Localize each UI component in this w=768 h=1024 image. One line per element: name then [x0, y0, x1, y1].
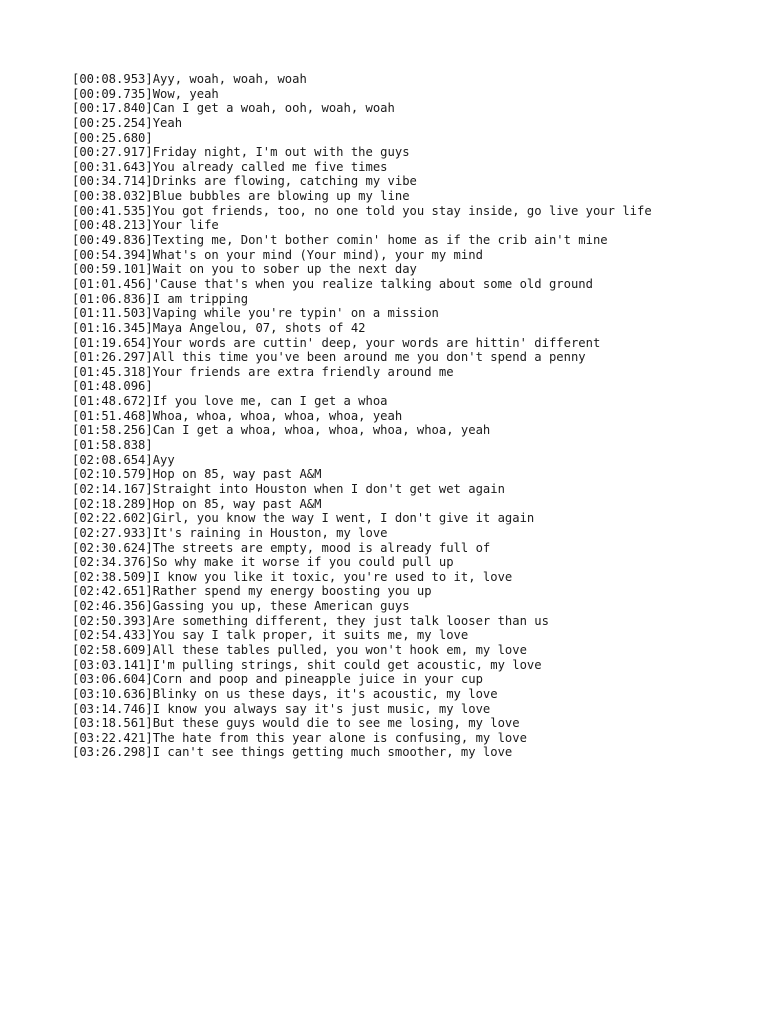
- lyric-text: Ayy, woah, woah, woah: [152, 72, 307, 86]
- lyric-line: [72, 541, 752, 556]
- lyric-line: [72, 526, 752, 541]
- timestamp: [01:11.503]: [72, 306, 153, 321]
- lyric-text: The streets are empty, mood is already full of: [152, 540, 491, 555]
- timestamp: [01:58.256]: [72, 423, 153, 438]
- lyric-line: [72, 394, 752, 409]
- lyric-text: If you love me, can I get a whoa: [152, 394, 388, 409]
- timestamp: [02:18.289]: [72, 496, 153, 511]
- lyric-line: [72, 643, 752, 658]
- timestamp: [02:27.933]: [72, 525, 153, 540]
- timestamp: [03:18.561]: [72, 716, 153, 731]
- lyric-line: [72, 336, 752, 351]
- lyric-text: Blinky on us these days, it's acoustic, my love: [152, 686, 498, 701]
- lyric-text: I can't see things getting much smoother, my love: [152, 745, 513, 760]
- lyric-line: [72, 599, 752, 614]
- lyric-line: [72, 555, 752, 570]
- lyric-text: You say I talk proper, it suits me, my love: [152, 628, 469, 643]
- timestamp: [02:22.602]: [72, 511, 153, 526]
- lyric-line: [72, 584, 752, 599]
- timestamp: [00:17.840]: [72, 101, 153, 116]
- timestamp: [00:31.643]: [72, 159, 153, 174]
- timestamp: [00:25.680]: [72, 130, 153, 145]
- lyric-line: [72, 497, 752, 512]
- lyric-line: [72, 614, 752, 629]
- lyric-line: [72, 306, 752, 321]
- lyric-text: I'm pulling strings, shit could get acoustic, my love: [152, 657, 542, 672]
- lyric-line: [72, 72, 752, 87]
- lyric-text: It's raining in Houston, my love: [152, 525, 388, 540]
- lyric-line: [72, 116, 752, 131]
- timestamp: [02:30.624]: [72, 540, 153, 555]
- lyric-line: [72, 131, 752, 146]
- timestamp: [03:06.604]: [72, 672, 153, 687]
- timestamp: [02:54.433]: [72, 628, 153, 643]
- lyric-text: Gassing you up, these American guys: [152, 599, 410, 614]
- lyric-line: [72, 292, 752, 307]
- timestamp: [00:08.953]: [72, 72, 153, 86]
- lyric-line: [72, 716, 752, 731]
- timestamp: [02:08.654]: [72, 452, 153, 467]
- timestamp: [03:10.636]: [72, 686, 153, 701]
- lyric-line: [72, 262, 752, 277]
- lyric-text: Corn and poop and pineapple juice in your cup: [152, 672, 483, 687]
- lyric-text: Yeah: [152, 115, 183, 130]
- timestamp: [01:58.838]: [72, 438, 153, 453]
- lyric-text: I know you always say it's just music, my love: [152, 701, 491, 716]
- lyric-text: Maya Angelou, 07, shots of 42: [152, 320, 366, 335]
- lyric-line: [72, 467, 752, 482]
- timestamp: [00:48.213]: [72, 218, 153, 233]
- timestamp: [00:09.735]: [72, 86, 153, 101]
- lyric-line: [72, 482, 752, 497]
- lyric-text: What's on your mind (Your mind), your my mind: [152, 247, 483, 262]
- lyric-text: All this time you've been around me you don't spend a penny: [152, 350, 586, 365]
- lyric-line: [72, 687, 752, 702]
- timestamp: [01:19.654]: [72, 335, 153, 350]
- lyric-line: [72, 101, 752, 116]
- lyric-line: [72, 174, 752, 189]
- lyric-line: [72, 204, 752, 219]
- timestamp: [00:27.917]: [72, 145, 153, 160]
- lyric-line: [72, 189, 752, 204]
- lyric-line: [72, 511, 752, 526]
- timestamp: [03:26.298]: [72, 745, 153, 760]
- timestamp: [01:45.318]: [72, 364, 153, 379]
- lyric-text: Wow, yeah: [152, 86, 219, 101]
- lyric-text: Can I get a whoa, whoa, whoa, whoa, whoa, yeah: [152, 423, 491, 438]
- timestamp: [01:16.345]: [72, 320, 153, 335]
- lyric-line: [72, 145, 752, 160]
- lyric-text: Blue bubbles are blowing up my line: [152, 189, 410, 204]
- lyric-text: Can I get a woah, ooh, woah, woah: [152, 101, 395, 116]
- lyric-text: Ayy: [152, 452, 175, 467]
- lyric-text: Your friends are extra friendly around me: [152, 364, 454, 379]
- lyric-line: [72, 409, 752, 424]
- lyric-text: Are something different, they just talk looser than us: [152, 613, 549, 628]
- timestamp: [00:54.394]: [72, 247, 153, 262]
- timestamp: [00:59.101]: [72, 262, 153, 277]
- timestamp: [01:26.297]: [72, 350, 153, 365]
- lyric-text: Girl, you know the way I went, I don't give it again: [152, 511, 535, 526]
- lyric-line: [72, 672, 752, 687]
- lyric-text: Rather spend my energy boosting you up: [152, 584, 432, 599]
- lyric-text: Whoa, whoa, whoa, whoa, whoa, yeah: [152, 408, 403, 423]
- lyric-line: [72, 365, 752, 380]
- timestamp: [01:06.836]: [72, 291, 153, 306]
- lyric-text: Friday night, I'm out with the guys: [152, 145, 410, 160]
- timestamp: [00:34.714]: [72, 174, 153, 189]
- timestamp: [03:22.421]: [72, 730, 153, 745]
- lyric-line: [72, 438, 752, 453]
- timestamp: [01:01.456]: [72, 276, 153, 291]
- lyric-text: Vaping while you're typin' on a mission: [152, 306, 439, 321]
- lyric-line: [72, 350, 752, 365]
- lyric-text: I am tripping: [152, 291, 249, 306]
- lyric-line: [72, 218, 752, 233]
- lyric-text: The hate from this year alone is confusing, my love: [152, 730, 527, 745]
- timestamp: [02:10.579]: [72, 467, 153, 482]
- lyrics-document: [72, 72, 752, 760]
- lyric-text: You already called me five times: [152, 159, 388, 174]
- lyric-line: [72, 702, 752, 717]
- lyric-line: [72, 87, 752, 102]
- lyric-text: Drinks are flowing, catching my vibe: [152, 174, 417, 189]
- timestamp: [01:48.096]: [72, 379, 153, 394]
- timestamp: [00:25.254]: [72, 115, 153, 130]
- lyric-text: Straight into Houston when I don't get wet again: [152, 481, 505, 496]
- timestamp: [01:48.672]: [72, 394, 153, 409]
- timestamp: [02:34.376]: [72, 555, 153, 570]
- lyric-line: [72, 233, 752, 248]
- lyric-text: Your words are cuttin' deep, your words are hittin' different: [152, 335, 601, 350]
- lyric-text: I know you like it toxic, you're used to it, love: [152, 569, 513, 584]
- lyric-line: [72, 379, 752, 394]
- lyric-text: But these guys would die to see me losing, my love: [152, 716, 520, 731]
- lyric-text: Hop on 85, way past A&M: [152, 496, 322, 511]
- lyric-line: [72, 453, 752, 468]
- lyric-line: [72, 658, 752, 673]
- timestamp: [00:41.535]: [72, 203, 153, 218]
- timestamp: [02:50.393]: [72, 613, 153, 628]
- lyric-line: [72, 745, 752, 760]
- lyric-line: [72, 731, 752, 746]
- lyric-text: Your life: [152, 218, 219, 233]
- lyric-text: Texting me, Don't bother comin' home as if the crib ain't mine: [152, 233, 608, 248]
- lyric-text: All these tables pulled, you won't hook em, my love: [152, 642, 527, 657]
- timestamp: [00:49.836]: [72, 233, 153, 248]
- timestamp: [02:58.609]: [72, 642, 153, 657]
- lyric-line: [72, 628, 752, 643]
- lyric-text: Wait on you to sober up the next day: [152, 262, 417, 277]
- lyric-text: So why make it worse if you could pull up: [152, 555, 454, 570]
- lyric-text: 'Cause that's when you realize talking about some old ground: [152, 276, 593, 291]
- timestamp: [02:46.356]: [72, 599, 153, 614]
- timestamp: [02:14.167]: [72, 481, 153, 496]
- lyric-line: [72, 277, 752, 292]
- timestamp: [03:14.746]: [72, 701, 153, 716]
- timestamp: [03:03.141]: [72, 657, 153, 672]
- lyric-line: [72, 423, 752, 438]
- timestamp: [02:42.651]: [72, 584, 153, 599]
- lyric-line: [72, 248, 752, 263]
- timestamp: [01:51.468]: [72, 408, 153, 423]
- timestamp: [02:38.509]: [72, 569, 153, 584]
- lyric-text: You got friends, too, no one told you stay inside, go live your life: [152, 203, 652, 218]
- lyric-line: [72, 570, 752, 585]
- timestamp: [00:38.032]: [72, 189, 153, 204]
- lyric-line: [72, 160, 752, 175]
- lyric-text: Hop on 85, way past A&M: [152, 467, 322, 482]
- lyric-line: [72, 321, 752, 336]
